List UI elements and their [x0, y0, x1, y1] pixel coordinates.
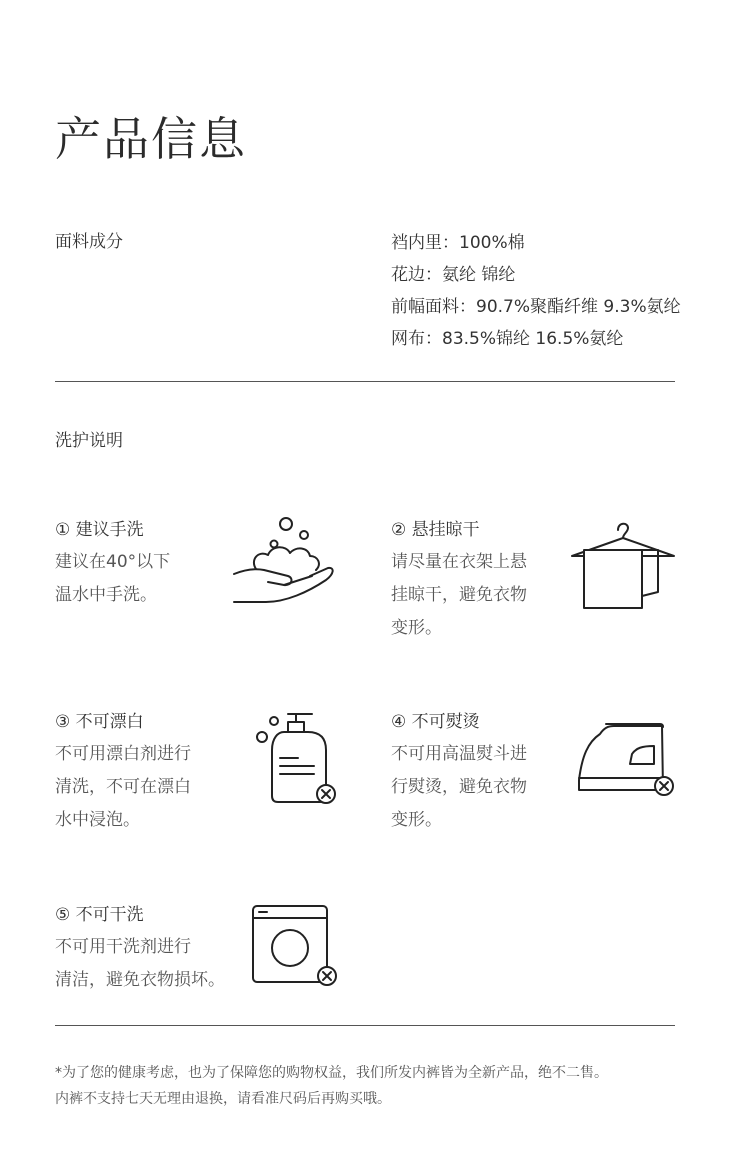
care-item-desc [55, 738, 191, 837]
care-item-title: ① 建议手洗 [55, 520, 144, 540]
fabric-label: 面料成分 [55, 232, 123, 252]
care-desc-line: 清洁，避免衣物损坏。 [55, 970, 225, 990]
no-iron-icon [574, 716, 678, 800]
care-desc-line: 请尽量在衣架上悬 [391, 552, 527, 572]
care-desc-line: 行熨烫，避免衣物 [391, 777, 527, 797]
footnote [55, 1060, 608, 1112]
no-bleach-icon [250, 706, 342, 808]
fabric-line: 前幅面料：90.7%聚酯纤维 9.3%氨纶 [391, 297, 681, 317]
fabric-line: 花边：氨纶 锦纶 [391, 265, 516, 285]
hanger-dry-icon [566, 514, 678, 614]
footnote-line: 内裤不支持七天无理由退换，请看准尺码后再购买哦。 [55, 1091, 391, 1107]
no-dry-clean-icon [248, 900, 342, 992]
hand-wash-icon [228, 512, 343, 608]
care-item-title: ③ 不可漂白 [55, 712, 144, 732]
care-desc-line: 挂晾干，避免衣物 [391, 585, 527, 605]
care-label: 洗护说明 [55, 431, 123, 451]
care-desc-line: 建议在40°以下 [55, 552, 171, 572]
care-item-title: ④ 不可熨烫 [391, 712, 480, 732]
care-desc-line: 不可用高温熨斗进 [391, 744, 527, 764]
care-item-desc [55, 546, 170, 612]
fabric-line: 网布：83.5%锦纶 16.5%氨纶 [391, 329, 624, 349]
footnote-line: *为了您的健康考虑，也为了保障您的购物权益，我们所发内裤皆为全新产品，绝不二售。 [55, 1065, 608, 1081]
care-item-desc [391, 546, 527, 645]
care-desc-line: 不可用干洗剂进行 [55, 937, 191, 957]
divider [55, 1025, 675, 1026]
divider [55, 381, 675, 382]
fabric-line: 裆内里：100%棉 [391, 233, 525, 253]
page-title: 产品信息 [55, 112, 247, 166]
care-desc-line: 温水中手洗。 [55, 585, 157, 605]
care-desc-line: 不可用漂白剂进行 [55, 744, 191, 764]
care-desc-line: 清洗，不可在漂白 [55, 777, 191, 797]
care-desc-line: 变形。 [391, 618, 442, 638]
care-item-desc [55, 931, 225, 997]
care-item-desc [391, 738, 527, 837]
care-item-title: ② 悬挂晾干 [391, 520, 480, 540]
fabric-composition [391, 227, 681, 355]
care-desc-line: 水中浸泡。 [55, 810, 140, 830]
care-item-title: ⑤ 不可干洗 [55, 905, 144, 925]
care-desc-line: 变形。 [391, 810, 442, 830]
